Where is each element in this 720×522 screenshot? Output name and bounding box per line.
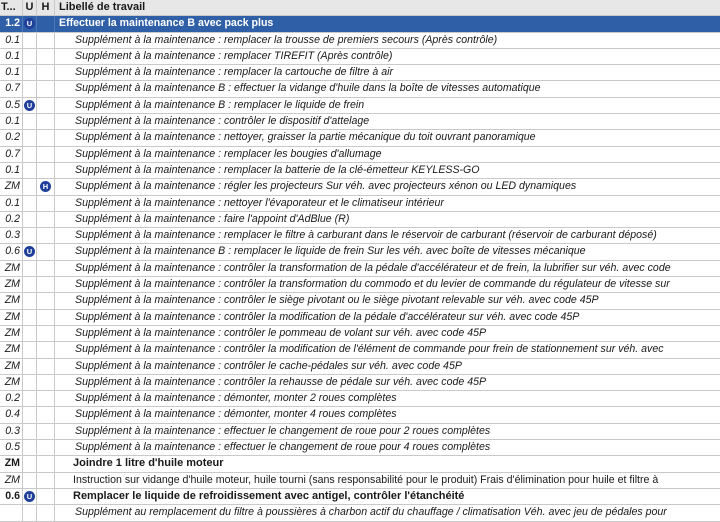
row-h-cell [36, 16, 54, 31]
row-time: ZM [4, 294, 20, 307]
row-label: Supplément à la maintenance B : remplacer le liquide de frein [54, 98, 720, 113]
row-label: Supplément à la maintenance : nettoyer, graisser la partie mécanique du toit ouvrant panoramique [54, 130, 720, 145]
table-row[interactable] [0, 342, 720, 358]
row-time: 1.2 [5, 17, 20, 30]
row-u-cell [22, 163, 36, 178]
row-time: ZM [4, 310, 20, 323]
table-row[interactable] [0, 81, 720, 97]
row-label: Supplément à la maintenance : effectuer le changement de roue pour 4 roues complètes [54, 440, 720, 455]
table-row[interactable] [0, 212, 720, 228]
table-row[interactable] [0, 505, 720, 521]
row-h-cell [36, 473, 54, 488]
row-h-cell [36, 228, 54, 243]
u-badge-icon: U [24, 18, 35, 29]
row-u-cell [22, 212, 36, 227]
row-u-cell [22, 33, 36, 48]
row-label: Supplément à la maintenance : remplacer les bougies d'allumage [54, 147, 720, 162]
row-u-cell [22, 196, 36, 211]
row-label: Remplacer le liquide de refroidissement avec antigel, contrôler l'étanchéité [54, 489, 720, 504]
table-row[interactable] [0, 407, 720, 423]
row-label: Supplément à la maintenance : remplacer le filtre à carburant dans le réservoir de carburant (réservoir de carburant déposé) [54, 228, 720, 243]
table-row[interactable] [0, 277, 720, 293]
row-label: Supplément à la maintenance B : effectuer la vidange d'huile dans la boîte de vitesses automatique [54, 81, 720, 96]
row-time: 0.1 [5, 66, 20, 79]
table-row[interactable] [0, 293, 720, 309]
row-h-cell [36, 391, 54, 406]
row-h-cell [36, 114, 54, 129]
row-u-cell [22, 489, 36, 504]
row-h-cell [36, 196, 54, 211]
row-u-cell [22, 49, 36, 64]
row-time: 0.5 [5, 441, 20, 454]
row-time: ZM [4, 326, 20, 339]
row-u-cell [22, 440, 36, 455]
table-row[interactable] [0, 359, 720, 375]
row-time: ZM [4, 343, 20, 356]
row-h-cell [36, 407, 54, 422]
table-row[interactable] [0, 147, 720, 163]
column-header-u[interactable]: U [22, 0, 36, 15]
table-row[interactable] [0, 424, 720, 440]
row-label: Supplément à la maintenance : effectuer le changement de roue pour 2 roues complètes [54, 424, 720, 439]
row-h-cell [36, 49, 54, 64]
row-time: ZM [4, 359, 20, 372]
row-label: Supplément à la maintenance : contrôler le cache-pédales sur véh. avec code 45P [54, 359, 720, 374]
row-h-cell [36, 81, 54, 96]
row-h-cell [36, 310, 54, 325]
row-u-cell [22, 81, 36, 96]
row-u-cell [22, 391, 36, 406]
row-label: Supplément à la maintenance : faire l'appoint d'AdBlue (R) [54, 212, 720, 227]
table-row[interactable] [0, 16, 720, 32]
row-u-cell [22, 424, 36, 439]
row-h-cell [36, 130, 54, 145]
row-label: Supplément à la maintenance : contrôler la modification de la pédale d'accélérateur sur véh. avec code 45P [54, 310, 720, 325]
row-label: Supplément à la maintenance : contrôler le dispositif d'attelage [54, 114, 720, 129]
row-time: 0.2 [5, 131, 20, 144]
row-u-cell [22, 456, 36, 471]
row-time: 0.6 [5, 245, 20, 258]
table-body [0, 16, 720, 521]
row-u-cell [22, 16, 36, 31]
row-h-cell [36, 375, 54, 390]
row-label: Supplément à la maintenance : contrôler la transformation du commodo et du levier de commande du régulateur de vitesse sur [54, 277, 720, 292]
table-row[interactable] [0, 163, 720, 179]
row-label: Supplément à la maintenance : remplacer la batterie de la clé-émetteur KEYLESS-GO [54, 163, 720, 178]
row-label: Supplément à la maintenance : remplacer la cartouche de filtre à air [54, 65, 720, 80]
row-h-cell [36, 212, 54, 227]
table-row[interactable] [0, 440, 720, 456]
row-time: ZM [4, 278, 20, 291]
table-row[interactable] [0, 244, 720, 260]
row-time [0, 505, 22, 520]
row-u-cell [22, 147, 36, 162]
row-label: Supplément à la maintenance : démonter, monter 4 roues complètes [54, 407, 720, 422]
row-label: Supplément à la maintenance : contrôler la modification de l'élément de commande pour frein de stationnement sur véh. avec [54, 342, 720, 357]
row-label: Supplément au remplacement du filtre à poussières à charbon actif du chauffage / climatisation Véh. avec jeu de pédales pour [54, 505, 720, 520]
row-h-cell [36, 424, 54, 439]
row-time: 0.4 [5, 408, 20, 421]
row-label: Supplément à la maintenance : démonter, monter 2 roues complètes [54, 391, 720, 406]
table-row[interactable] [0, 489, 720, 505]
row-u-cell [22, 65, 36, 80]
table-row[interactable] [0, 228, 720, 244]
row-time: 0.1 [5, 33, 20, 46]
row-h-cell [36, 244, 54, 259]
row-time: 0.7 [5, 147, 20, 160]
row-h-cell [36, 505, 54, 520]
row-time: ZM [4, 375, 20, 388]
row-u-cell [22, 375, 36, 390]
row-h-cell [36, 33, 54, 48]
row-h-cell [36, 359, 54, 374]
row-label: Supplément à la maintenance : nettoyer l'évaporateur et le climatiseur intérieur [54, 196, 720, 211]
row-time: 0.5 [5, 98, 20, 111]
row-u-cell [22, 179, 36, 194]
row-u-cell [22, 326, 36, 341]
row-u-cell [22, 277, 36, 292]
row-time: 0.7 [5, 82, 20, 95]
row-label: Supplément à la maintenance : remplacer la trousse de premiers secours (Après contrôle) [54, 33, 720, 48]
row-label: Supplément à la maintenance : remplacer TIREFIT (Après contrôle) [54, 49, 720, 64]
row-u-cell [22, 293, 36, 308]
row-h-cell [36, 440, 54, 455]
row-time: 0.1 [5, 196, 20, 209]
row-u-cell [22, 359, 36, 374]
row-h-cell [36, 147, 54, 162]
row-h-cell [36, 326, 54, 341]
table-row[interactable] [0, 456, 720, 472]
table-row[interactable] [0, 114, 720, 130]
row-u-cell [22, 228, 36, 243]
u-badge-icon: U [24, 246, 35, 257]
table-row[interactable] [0, 196, 720, 212]
row-u-cell [22, 505, 36, 520]
row-u-cell [22, 98, 36, 113]
row-h-cell [36, 293, 54, 308]
table-row[interactable] [0, 65, 720, 81]
row-h-cell [36, 65, 54, 80]
row-time: 0.2 [5, 392, 20, 405]
row-u-cell [22, 407, 36, 422]
row-u-cell [22, 473, 36, 488]
table-row[interactable] [0, 310, 720, 326]
h-badge-icon: H [40, 181, 51, 192]
row-h-cell [36, 163, 54, 178]
table-row[interactable] [0, 179, 720, 195]
row-label: Supplément à la maintenance : régler les projecteurs Sur véh. avec projecteurs xénon ou LED dynamiques [54, 179, 720, 194]
row-label: Instruction sur vidange d'huile moteur, huile tourni (sans responsabilité pour le produit) Frais d'élimination pour huile et filtre à [54, 473, 720, 488]
table-row[interactable] [0, 49, 720, 65]
row-time: 0.2 [5, 212, 20, 225]
row-time: 0.1 [5, 49, 20, 62]
row-time: 0.3 [5, 424, 20, 437]
row-label: Supplément à la maintenance : contrôler le siège pivotant ou le siège pivotant relevable sur véh. avec code 45P [54, 293, 720, 308]
row-h-cell [36, 342, 54, 357]
row-h-cell [36, 277, 54, 292]
row-time: ZM [4, 473, 20, 486]
column-header-time[interactable]: T... [1, 1, 16, 13]
row-u-cell [22, 310, 36, 325]
row-h-cell [36, 489, 54, 504]
row-h-cell [36, 179, 54, 194]
row-label: Supplément à la maintenance : contrôler la rehausse de pédale sur véh. avec code 45P [54, 375, 720, 390]
row-time: ZM [4, 180, 20, 193]
row-time: 0.1 [5, 163, 20, 176]
row-time: ZM [4, 261, 20, 274]
row-u-cell [22, 114, 36, 129]
row-h-cell [36, 456, 54, 471]
row-u-cell [22, 130, 36, 145]
table-row[interactable] [0, 473, 720, 489]
row-label: Supplément à la maintenance : contrôler le pommeau de volant sur véh. avec code 45P [54, 326, 720, 341]
table-row[interactable] [0, 261, 720, 277]
u-badge-icon: U [24, 491, 35, 502]
row-label: Supplément à la maintenance : contrôler la transformation de la pédale d'accélérateur et de frein, la lubrifier sur véh. avec code [54, 261, 720, 276]
row-h-cell [36, 98, 54, 113]
column-header-label[interactable]: Libellé de travail [54, 0, 720, 15]
table-row[interactable] [0, 130, 720, 146]
table-row[interactable] [0, 33, 720, 49]
row-label: Effectuer la maintenance B avec pack plus [54, 16, 720, 31]
table-row[interactable] [0, 391, 720, 407]
row-u-cell [22, 261, 36, 276]
row-h-cell [36, 261, 54, 276]
table-row[interactable] [0, 98, 720, 114]
table-header-row [0, 0, 720, 16]
table-row[interactable] [0, 375, 720, 391]
row-time: ZM [4, 457, 20, 470]
row-time: 0.6 [5, 489, 20, 502]
u-badge-icon: U [24, 100, 35, 111]
column-header-h[interactable]: H [36, 0, 54, 15]
table-row[interactable] [0, 326, 720, 342]
row-time: 0.1 [5, 115, 20, 128]
row-u-cell [22, 342, 36, 357]
row-u-cell [22, 244, 36, 259]
row-label: Supplément à la maintenance B : remplacer le liquide de frein Sur les véh. avec boîte de vitesses mécanique [54, 244, 720, 259]
row-label: Joindre 1 litre d'huile moteur [54, 456, 720, 471]
row-time: 0.3 [5, 229, 20, 242]
